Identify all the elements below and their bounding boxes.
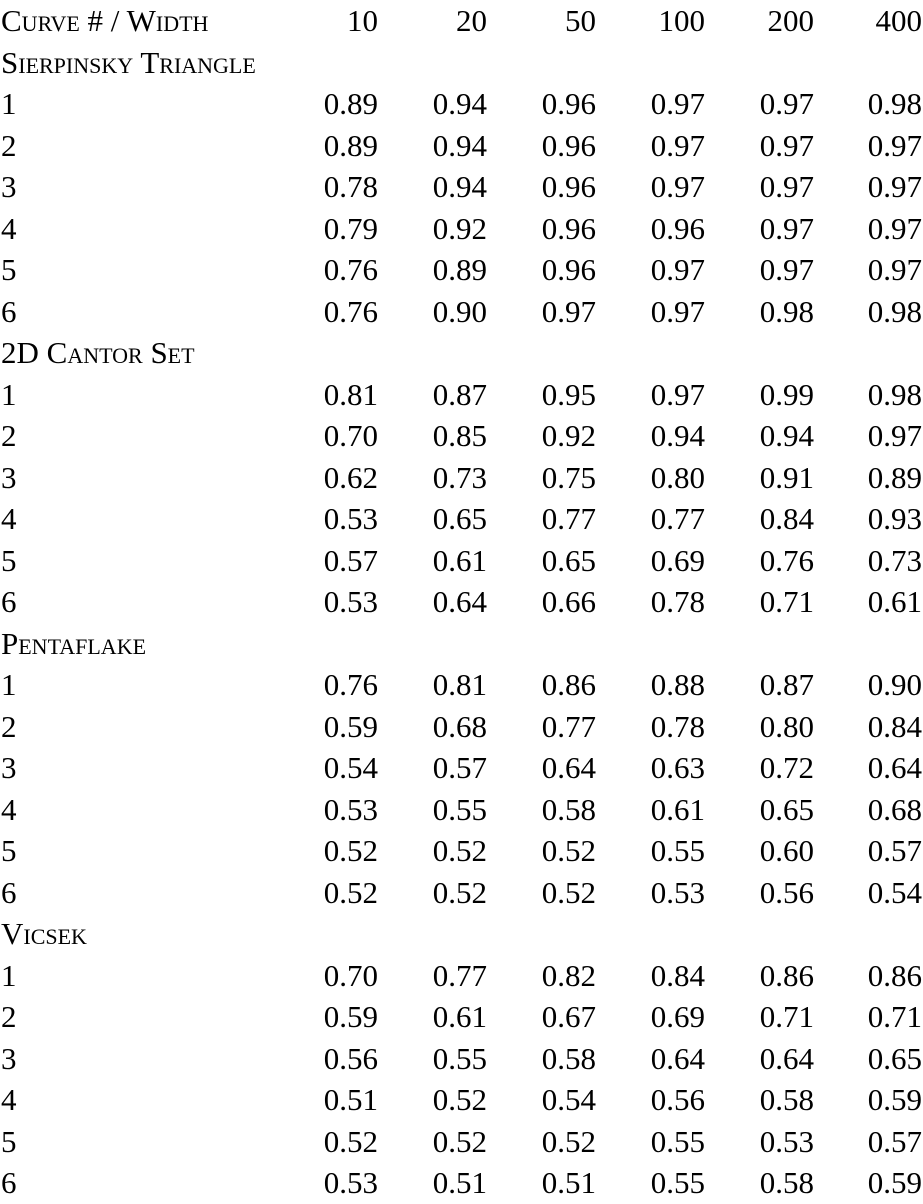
- table-row: [0, 1038, 923, 1080]
- value-cell: 0.97: [867, 169, 922, 204]
- value-cell: 0.79: [323, 210, 378, 246]
- value-cell: 0.70: [323, 418, 378, 453]
- header-width-400: 400: [875, 3, 922, 38]
- value-cell: 0.88: [650, 667, 705, 702]
- value-cell: 0.95: [541, 376, 596, 412]
- value-cell: 0.70: [323, 957, 378, 993]
- table-row: [0, 1079, 923, 1121]
- value-cell: 0.97: [759, 86, 814, 121]
- value-cell: 0.78: [323, 169, 378, 204]
- table-row: [0, 208, 923, 250]
- value-cell: 0.89: [323, 86, 378, 121]
- value-cell: 0.84: [759, 501, 814, 536]
- value-cell: 0.58: [759, 1165, 814, 1200]
- value-cell: 0.64: [432, 584, 487, 619]
- value-cell: 0.92: [541, 418, 596, 453]
- value-cell: 0.77: [650, 501, 705, 536]
- table-row: [0, 374, 923, 416]
- value-cell: 0.75: [541, 459, 596, 495]
- value-cell: 0.87: [759, 667, 814, 702]
- table-row: [0, 747, 923, 789]
- curve-number: 1: [1, 86, 17, 121]
- value-cell: 0.97: [759, 252, 814, 287]
- value-cell: 0.97: [759, 127, 814, 163]
- value-cell: 0.61: [867, 584, 922, 619]
- value-cell: 0.80: [650, 459, 705, 495]
- value-cell: 0.59: [323, 999, 378, 1034]
- value-cell: 0.97: [867, 210, 922, 246]
- value-cell: 0.86: [541, 667, 596, 702]
- value-cell: 0.66: [541, 584, 596, 619]
- value-cell: 0.52: [541, 833, 596, 868]
- curve-number: 6: [1, 293, 17, 329]
- value-cell: 0.68: [867, 791, 922, 827]
- value-cell: 0.59: [867, 1165, 922, 1200]
- value-cell: 0.55: [432, 1040, 487, 1076]
- curve-number: 3: [1, 459, 17, 495]
- table-row: [0, 83, 923, 125]
- value-cell: 0.81: [432, 667, 487, 702]
- curve-number: 1: [1, 376, 17, 412]
- table-row: [0, 664, 923, 706]
- table-row: [0, 457, 923, 499]
- value-cell: 0.84: [650, 957, 705, 993]
- curve-number: 5: [1, 833, 17, 868]
- value-cell: 0.94: [432, 127, 487, 163]
- value-cell: 0.89: [323, 127, 378, 163]
- table-row: [0, 789, 923, 831]
- table-row: [0, 1162, 923, 1204]
- curve-number: 1: [1, 667, 17, 702]
- value-cell: 0.67: [541, 999, 596, 1034]
- value-cell: 0.52: [323, 874, 378, 910]
- value-cell: 0.68: [432, 708, 487, 744]
- value-cell: 0.97: [650, 127, 705, 163]
- table-row: [0, 540, 923, 582]
- value-cell: 0.92: [432, 210, 487, 246]
- value-cell: 0.76: [323, 293, 378, 329]
- curve-number: 6: [1, 1165, 17, 1200]
- value-cell: 0.96: [541, 169, 596, 204]
- table-row: [0, 830, 923, 872]
- value-cell: 0.73: [867, 542, 922, 578]
- value-cell: 0.87: [432, 376, 487, 412]
- table-row: [0, 581, 923, 623]
- curve-number: 3: [1, 1040, 17, 1076]
- header-label: Curve # / Width: [1, 3, 209, 38]
- value-cell: 0.86: [867, 957, 922, 993]
- value-cell: 0.84: [867, 708, 922, 744]
- value-cell: 0.97: [867, 252, 922, 287]
- value-cell: 0.97: [759, 210, 814, 246]
- curve-number: 3: [1, 169, 17, 204]
- value-cell: 0.52: [323, 833, 378, 868]
- value-cell: 0.96: [650, 210, 705, 246]
- table-row: [0, 955, 923, 997]
- value-cell: 0.78: [650, 708, 705, 744]
- value-cell: 0.59: [323, 708, 378, 744]
- value-cell: 0.90: [432, 293, 487, 329]
- value-cell: 0.65: [759, 791, 814, 827]
- value-cell: 0.94: [432, 86, 487, 121]
- value-cell: 0.89: [432, 252, 487, 287]
- value-cell: 0.56: [759, 874, 814, 910]
- section-title-row: [0, 623, 923, 665]
- section-title-row: [0, 913, 923, 955]
- value-cell: 0.76: [323, 252, 378, 287]
- curve-number: 3: [1, 750, 17, 785]
- value-cell: 0.53: [323, 1165, 378, 1200]
- section-title-2d-cantor-set: 2D Cantor Set: [1, 335, 195, 370]
- value-cell: 0.55: [650, 1123, 705, 1159]
- value-cell: 0.58: [759, 1082, 814, 1117]
- value-cell: 0.64: [759, 1040, 814, 1076]
- table-row: [0, 249, 923, 291]
- section-title-pentaflake: Pentaflake: [1, 625, 147, 661]
- value-cell: 0.98: [867, 376, 922, 412]
- value-cell: 0.52: [432, 1123, 487, 1159]
- value-cell: 0.51: [432, 1165, 487, 1200]
- value-cell: 0.52: [541, 1123, 596, 1159]
- curve-number: 6: [1, 874, 17, 910]
- value-cell: 0.53: [759, 1123, 814, 1159]
- value-cell: 0.57: [867, 1123, 922, 1159]
- value-cell: 0.69: [650, 542, 705, 578]
- curve-number: 4: [1, 791, 17, 827]
- value-cell: 0.59: [867, 1082, 922, 1117]
- table-row: [0, 706, 923, 748]
- header-width-50: 50: [565, 3, 596, 38]
- value-cell: 0.51: [323, 1082, 378, 1117]
- value-cell: 0.97: [867, 418, 922, 453]
- value-cell: 0.65: [541, 542, 596, 578]
- value-cell: 0.56: [650, 1082, 705, 1117]
- curve-number: 2: [1, 708, 17, 744]
- curve-number: 2: [1, 418, 17, 453]
- table-row: [0, 872, 923, 914]
- value-cell: 0.52: [432, 1082, 487, 1117]
- value-cell: 0.53: [323, 584, 378, 619]
- section-title-vicsek: Vicsek: [1, 916, 87, 951]
- value-cell: 0.56: [323, 1040, 378, 1076]
- curve-number: 5: [1, 542, 17, 578]
- table-row: [0, 996, 923, 1038]
- value-cell: 0.55: [650, 1165, 705, 1200]
- value-cell: 0.71: [759, 999, 814, 1034]
- value-cell: 0.53: [323, 501, 378, 536]
- curve-number: 6: [1, 584, 17, 619]
- value-cell: 0.97: [650, 376, 705, 412]
- value-cell: 0.97: [650, 293, 705, 329]
- curve-number: 5: [1, 1123, 17, 1159]
- value-cell: 0.97: [650, 86, 705, 121]
- value-cell: 0.69: [650, 999, 705, 1034]
- value-cell: 0.71: [759, 584, 814, 619]
- value-cell: 0.77: [541, 708, 596, 744]
- value-cell: 0.54: [541, 1082, 596, 1117]
- value-cell: 0.58: [541, 1040, 596, 1076]
- section-title-row: [0, 332, 923, 374]
- header-width-100: 100: [658, 3, 705, 38]
- value-cell: 0.94: [650, 418, 705, 453]
- value-cell: 0.53: [650, 874, 705, 910]
- curve-number: 4: [1, 210, 17, 246]
- curve-number: 4: [1, 1082, 17, 1117]
- table-header-row: [0, 0, 923, 42]
- curve-number: 2: [1, 127, 17, 163]
- value-cell: 0.71: [867, 999, 922, 1034]
- header-width-20: 20: [456, 3, 487, 38]
- value-cell: 0.54: [323, 750, 378, 785]
- value-cell: 0.98: [867, 293, 922, 329]
- value-cell: 0.57: [432, 750, 487, 785]
- value-cell: 0.97: [759, 169, 814, 204]
- value-cell: 0.61: [650, 791, 705, 827]
- value-cell: 0.94: [432, 169, 487, 204]
- header-width-10: 10: [347, 3, 378, 38]
- value-cell: 0.82: [541, 957, 596, 993]
- section-title-sierpinsky-triangle: Sierpinsky Triangle: [1, 44, 256, 80]
- value-cell: 0.96: [541, 86, 596, 121]
- table-row: [0, 125, 923, 167]
- value-cell: 0.96: [541, 252, 596, 287]
- value-cell: 0.52: [432, 874, 487, 910]
- value-cell: 0.99: [759, 376, 814, 412]
- value-cell: 0.98: [867, 86, 922, 121]
- table-row: [0, 1121, 923, 1163]
- curve-number: 5: [1, 252, 17, 287]
- value-cell: 0.81: [323, 376, 378, 412]
- value-cell: 0.64: [541, 750, 596, 785]
- value-cell: 0.93: [867, 501, 922, 536]
- table-row: [0, 291, 923, 333]
- value-cell: 0.96: [541, 210, 596, 246]
- value-cell: 0.61: [432, 542, 487, 578]
- value-cell: 0.98: [759, 293, 814, 329]
- value-cell: 0.90: [867, 667, 922, 702]
- value-cell: 0.97: [650, 252, 705, 287]
- value-cell: 0.52: [541, 874, 596, 910]
- value-cell: 0.58: [541, 791, 596, 827]
- value-cell: 0.97: [541, 293, 596, 329]
- value-cell: 0.73: [432, 459, 487, 495]
- value-cell: 0.97: [650, 169, 705, 204]
- curve-number: 4: [1, 501, 17, 536]
- value-cell: 0.55: [650, 833, 705, 868]
- value-cell: 0.65: [432, 501, 487, 536]
- value-cell: 0.86: [759, 957, 814, 993]
- curve-number: 2: [1, 999, 17, 1034]
- value-cell: 0.91: [759, 459, 814, 495]
- value-cell: 0.53: [323, 791, 378, 827]
- value-cell: 0.55: [432, 791, 487, 827]
- table-row: [0, 498, 923, 540]
- value-cell: 0.52: [432, 833, 487, 868]
- header-width-200: 200: [767, 3, 814, 38]
- table-row: [0, 166, 923, 208]
- table-row: [0, 415, 923, 457]
- value-cell: 0.76: [323, 667, 378, 702]
- value-cell: 0.54: [867, 874, 922, 910]
- value-cell: 0.57: [323, 542, 378, 578]
- value-cell: 0.76: [759, 542, 814, 578]
- value-cell: 0.64: [867, 750, 922, 785]
- value-cell: 0.77: [541, 501, 596, 536]
- value-cell: 0.61: [432, 999, 487, 1034]
- value-cell: 0.94: [759, 418, 814, 453]
- value-cell: 0.96: [541, 127, 596, 163]
- value-cell: 0.89: [867, 459, 922, 495]
- value-cell: 0.51: [541, 1165, 596, 1200]
- value-cell: 0.78: [650, 584, 705, 619]
- value-cell: 0.72: [759, 750, 814, 785]
- value-cell: 0.57: [867, 833, 922, 868]
- value-cell: 0.62: [323, 459, 378, 495]
- value-cell: 0.64: [650, 1040, 705, 1076]
- section-title-row: [0, 42, 923, 84]
- value-cell: 0.80: [759, 708, 814, 744]
- value-cell: 0.97: [867, 127, 922, 163]
- value-cell: 0.65: [867, 1040, 922, 1076]
- value-cell: 0.63: [650, 750, 705, 785]
- value-cell: 0.77: [432, 957, 487, 993]
- value-cell: 0.60: [759, 833, 814, 868]
- value-cell: 0.52: [323, 1123, 378, 1159]
- curve-number: 1: [1, 957, 17, 993]
- value-cell: 0.85: [432, 418, 487, 453]
